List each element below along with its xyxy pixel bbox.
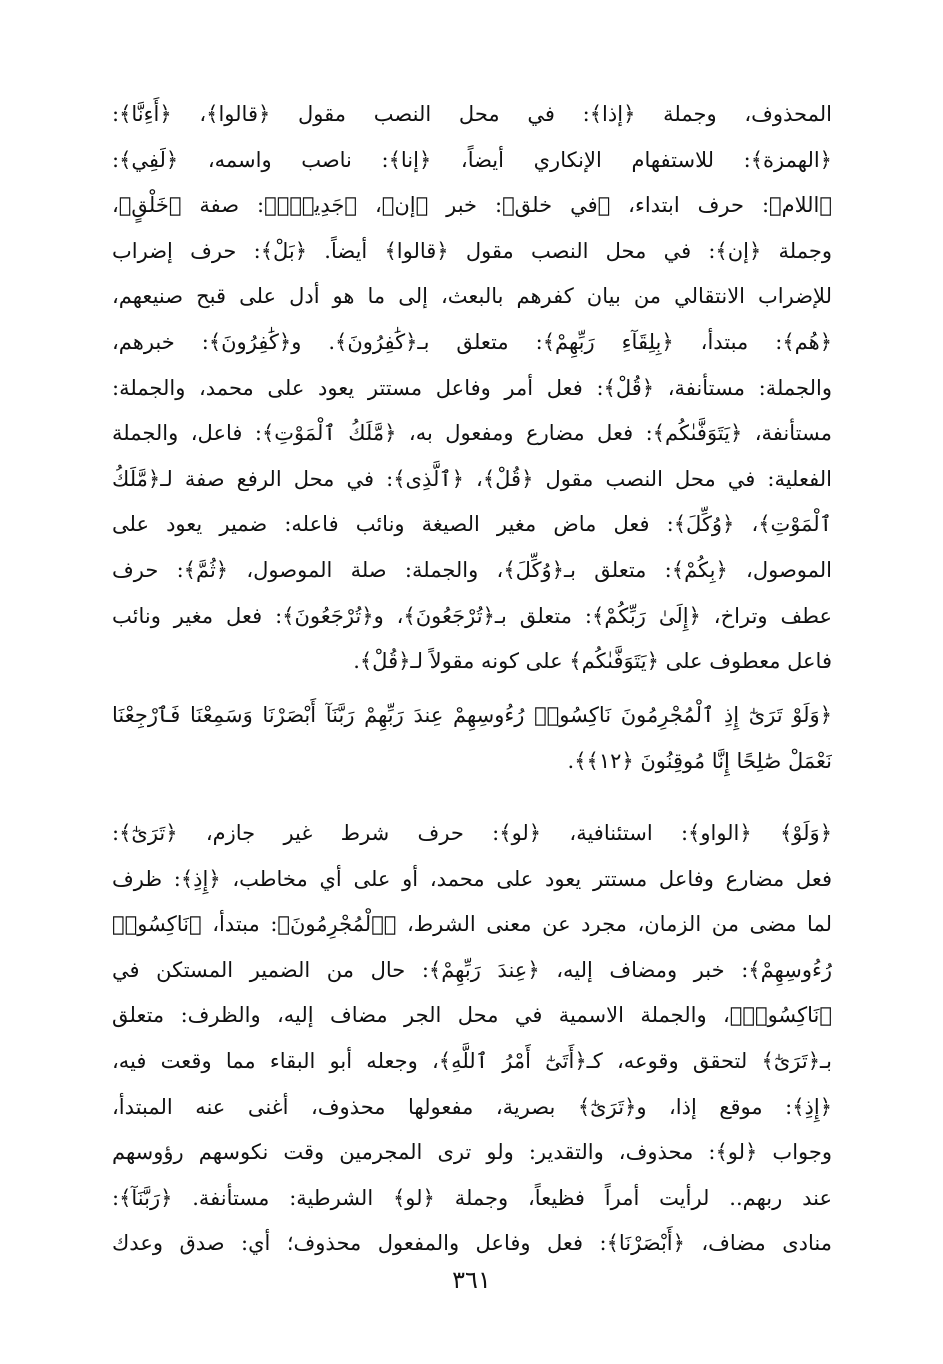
commentary-paragraph-1 (112, 92, 832, 685)
verse-line: ﴿وَلَوْ تَرَىٰٓ إِذِ ٱلْمُجْرِمُونَ نَاكِسُوا۟ رُءُوسِهِمْ عِندَ رَبِّهِمْ رَبَّنَآ أَبْصَرْنَا وَسَمِعْنَا فَٱرْجِعْنَا (112, 703, 832, 727)
text-line: ﴿هُم﴾: مبتدأ، ﴿بِلِقَآءِ رَبِّهِمْ﴾: متعلق بـ﴿كَٰفِرُونَ﴾. و﴿كَٰفِرُونَ﴾: خبرهم، (112, 329, 832, 354)
text-line: فاعل معطوف على ﴿يَتَوَفَّىٰكُم﴾ على كونه مقولاً لـ﴿قُلْ﴾. (353, 649, 832, 674)
text-line: ﴿الهمزة﴾: للاستفهام الإنكاري أيضاً، ﴿إنا﴾: ناصب واسمه، ﴿لَفِي﴾: (112, 147, 832, 172)
quran-verse (112, 693, 832, 784)
page-number: ٣٦١ (452, 1266, 491, 1294)
text-line: فعل مضارع وفاعل مستتر يعود على محمد، أو على أي مخاطب، ﴿إِذِ﴾: ظرف (112, 866, 832, 891)
text-line: وجواب ﴿لو﴾: محذوف، والتقدير: ولو ترى المجرمين وقت نكوسهم رؤوسهم (112, 1140, 832, 1165)
text-line: لما مضى من الزمان، مجرد عن معنى الشرط، ﴿ٱلْمُجْرِمُونَ﴾: مبتدأ، ﴿نَاكِسُوا۟ (112, 912, 832, 937)
text-line: الموصول، ﴿بِكُمْ﴾: متعلق بـ﴿وُكِّلَ﴾، والجملة: صلة الموصول، ﴿ثُمَّ﴾: حرف (112, 557, 832, 582)
verse-line: نَعْمَلْ صَٰلِحًا إِنَّا مُوقِنُونَ ﴿١٢﴾﴾. (567, 748, 832, 773)
text-line: ﴿اللام﴾: حرف ابتداء، ﴿في خلق﴾: خبر ﴿إن﴾، ﴿جَدِيدٍۭ﴾: صفة ﴿خَلْقٍ﴾، (112, 193, 832, 218)
text-line: منادى مضاف، ﴿أَبْصَرْنَا﴾: فعل وفاعل والمفعول محذوف؛ أي: صدق وعدك (112, 1231, 832, 1256)
text-line: رُءُوسِهِمْ﴾: خبر ومضاف إليه، ﴿عِندَ رَبِّهِمْ﴾: حال من الضمير المستكن في (112, 957, 832, 982)
text-line: مستأنفة، ﴿يَتَوَفَّىٰكُم﴾: فعل مضارع ومفعول به، ﴿مَّلَكُ ٱلْمَوْتِ﴾: فاعل، والجملة (112, 421, 832, 446)
text-line: ﴿إِذِ﴾: موقع إذا، و﴿تَرَىٰٓ﴾ بصرية، مفعولها محذوف، أغنى عنه المبتدأ، (112, 1094, 832, 1119)
text-line: الفعلية: في محل النصب مقول ﴿قُلْ﴾، ﴿ٱلَّذِى﴾: في محل الرفع صفة لـ﴿مَّلَكُ (112, 466, 832, 491)
text-line: عند ربهم.. لرأيت أمراً فظيعاً، وجملة ﴿لو﴾ الشرطية: مستأنفة. ﴿رَبَّنَآ﴾: (112, 1185, 832, 1210)
text-line: ﴿نَاكِسُوا۟﴾، والجملة الاسمية في محل الجر مضاف إليه، والظرف: متعلق (112, 1003, 832, 1028)
text-line: والجملة: مستأنفة، ﴿قُلْ﴾: فعل أمر وفاعل مستتر يعود على محمد، والجملة: (112, 375, 832, 400)
commentary-paragraph-2 (112, 811, 832, 1267)
text-line: عطف وتراخ، ﴿إِلَىٰ رَبِّكُمْ﴾: متعلق بـ﴿تُرْجَعُونَ﴾، و﴿تُرْجَعُونَ﴾: فعل مغير ونائب (112, 603, 832, 628)
text-line: وجملة ﴿إن﴾: في محل النصب مقول ﴿قالوا﴾ أيضاً. ﴿بَلْ﴾: حرف إضراب (112, 238, 832, 263)
text-line: للإضراب الانتقالي من بيان كفرهم بالبعث، إلى ما هو أدل على قبح صنيعهم، (112, 284, 832, 309)
text-line: بـ﴿تَرَىٰٓ﴾ لتحقق وقوعه، كـ﴿أَتَىٰٓ أَمْرُ ٱللَّهِ﴾، وجعله أبو البقاء مما وقعت فيه، (112, 1048, 832, 1073)
text-line: ٱلْمَوْتِ﴾، ﴿وُكِّلَ﴾: فعل ماض مغير الصيغة ونائب فاعله: ضمير يعود على (112, 512, 832, 537)
text-line: المحذوف، وجملة ﴿إذا﴾: في محل النصب مقول ﴿قالوا﴾، ﴿أَءِنَّا﴾: (112, 102, 832, 126)
text-line: ﴿وَلَوْ﴾ ﴿الواو﴾: استئنافية، ﴿لو﴾: حرف شرط غير جازم، ﴿تَرَىٰٓ﴾: (112, 821, 832, 845)
